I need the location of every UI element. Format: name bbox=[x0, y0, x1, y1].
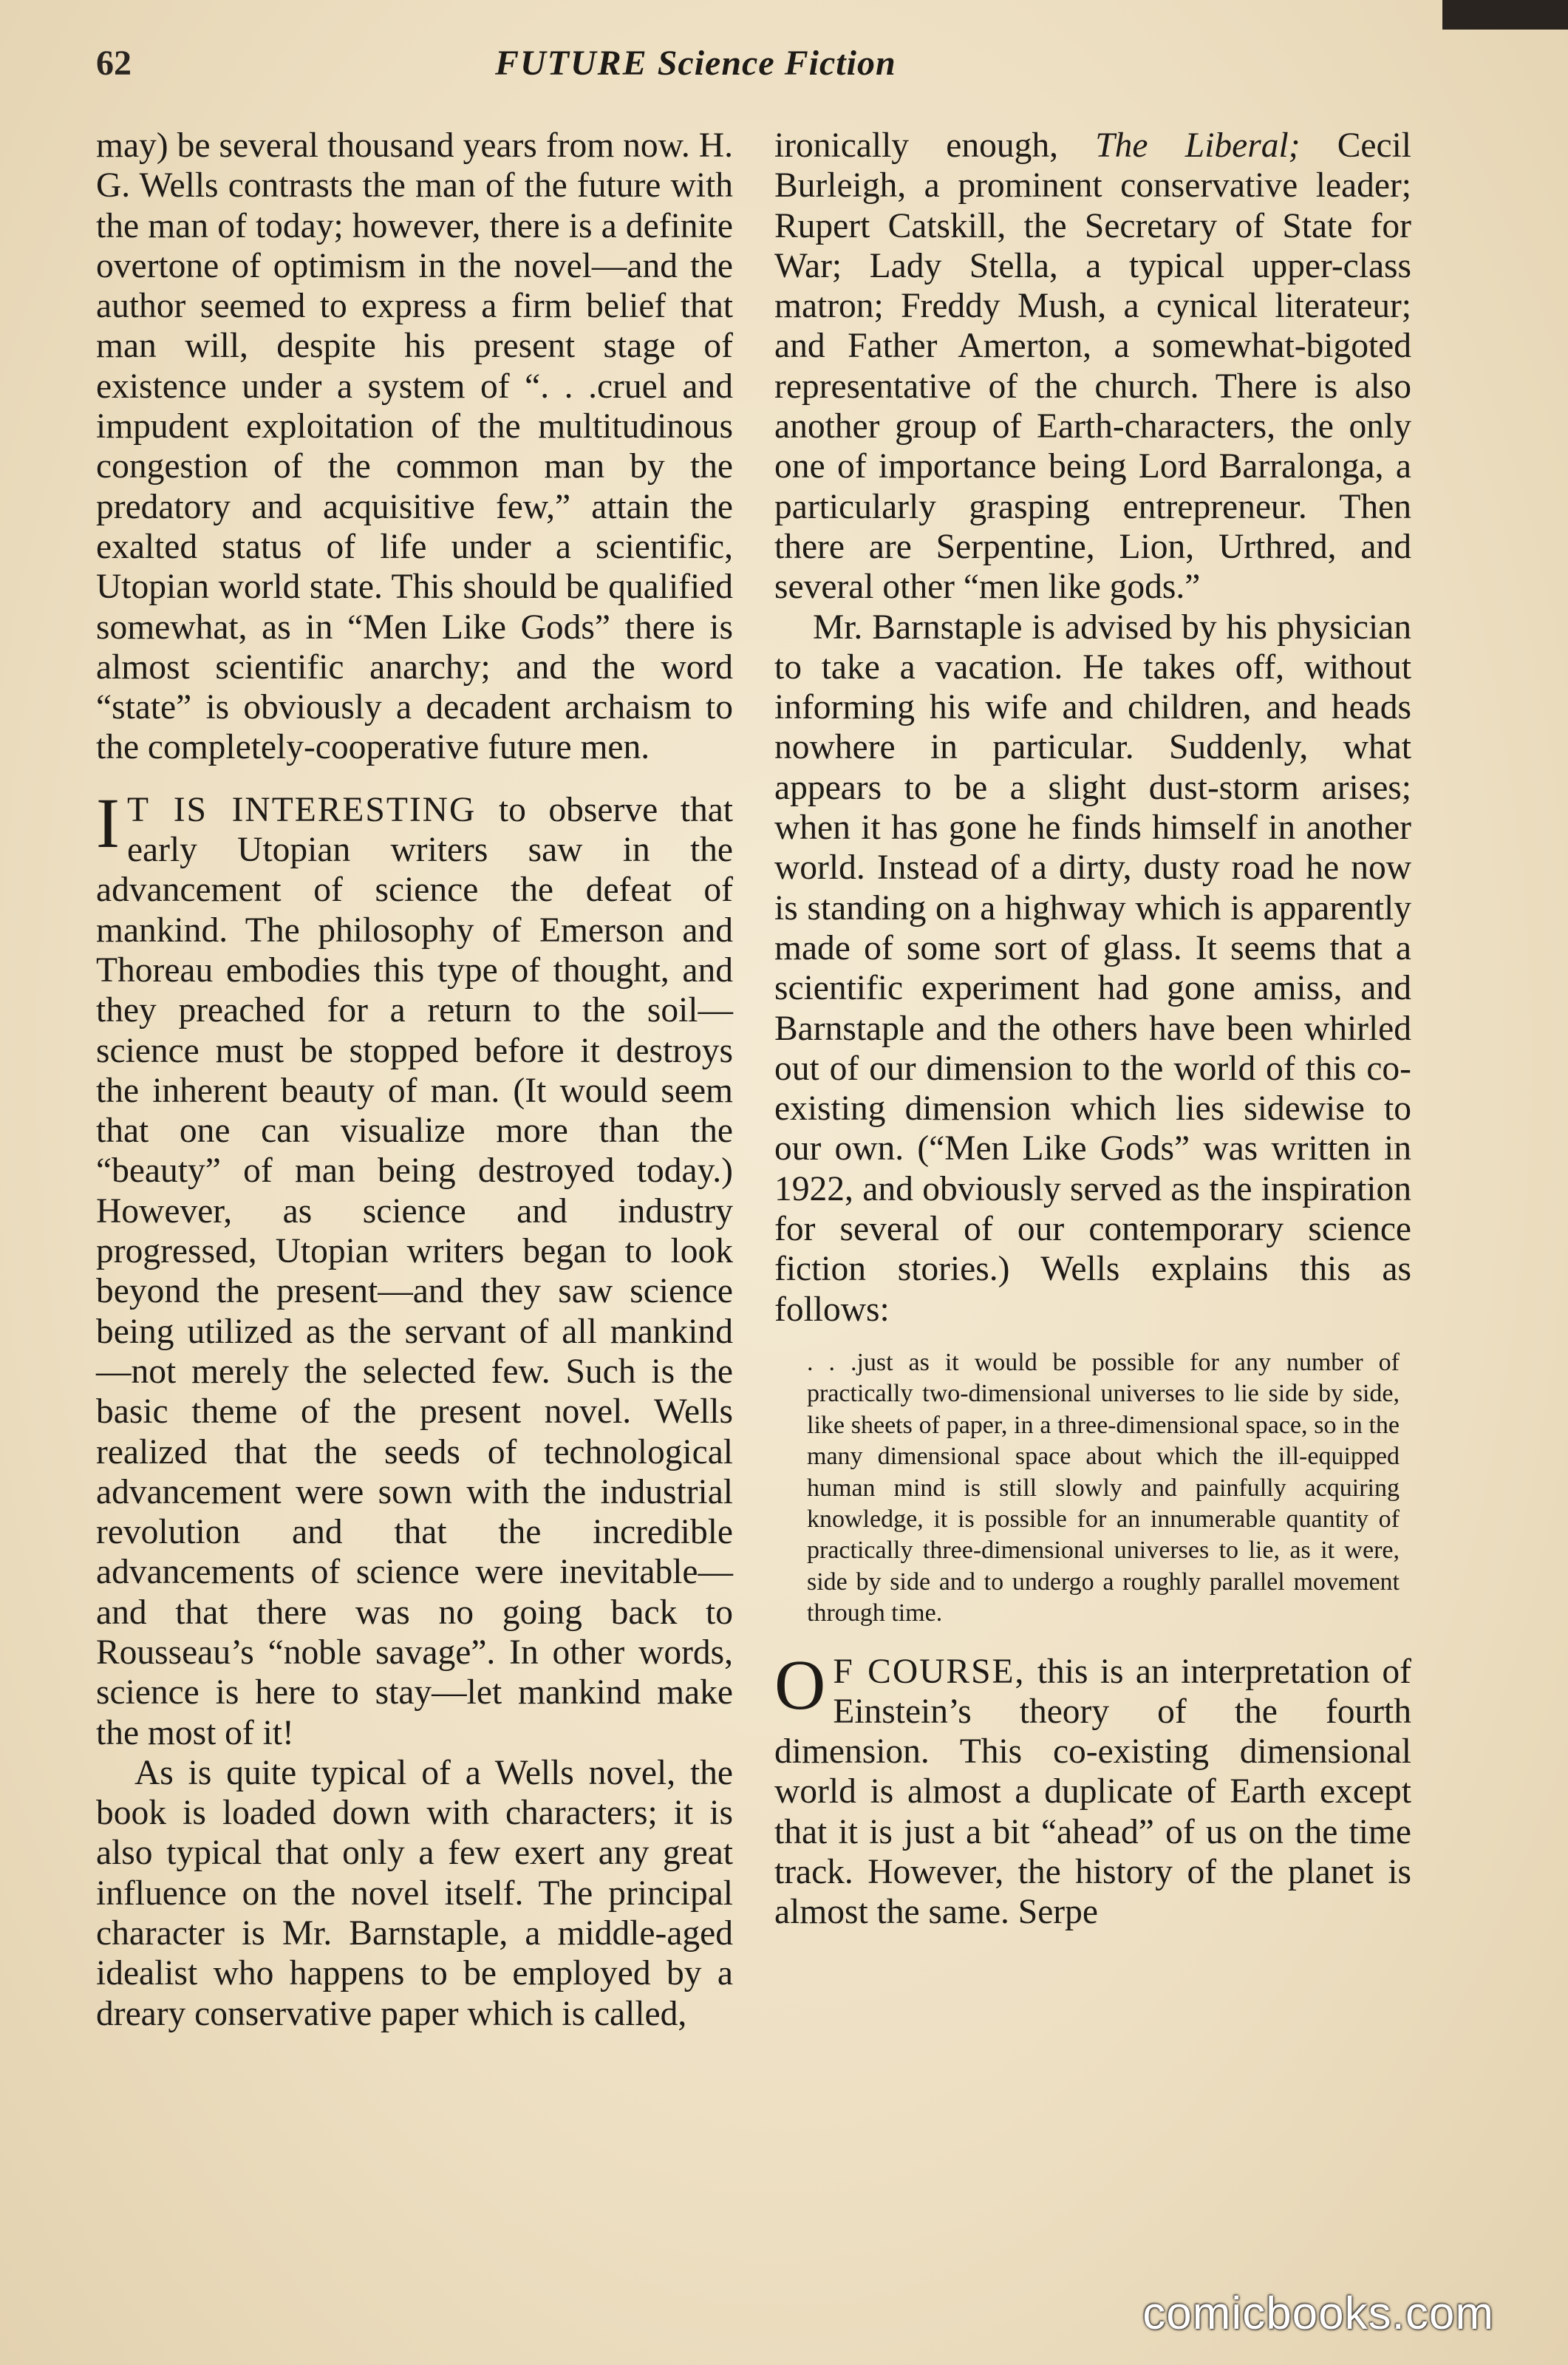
block-quote: . . .just as it would be possible for any number of practically two-dimensional universes to lie side by side, like sheets of paper, in a three-dimensional space, so in the many dimensional space about which the ill-equipped human mind is still slowly and painfully acquiring knowledge, it is possible for an innumerable quantity of practically three-dimensional universes to lie, as it were, side by side and to undergo a roughly parallel movement through time. bbox=[807, 1348, 1400, 1627]
paragraph: Mr. Barnstaple is advised by his physician to take a vacation. He takes off, without informing his wife and children, and heads nowhere in particular. Suddenly, what appears to be a slight dust-storm arises; when it has gone he finds himself in another world. Instead of a dirty, dusty road he now is standing on a highway which is apparently made of some sort of glass. It seems that a scientific experiment had gone amiss, and Barnstaple and the others have been whirled out of our dimension to the world of this co-existing dimension which lies sidewise to our own. (“Men Like Gods” was written in 1922, and obviously served as the inspiration for several of our contemporary science fiction stories.) Wells explains this as follows: bbox=[774, 608, 1411, 1329]
text-run: ironically enough, bbox=[774, 126, 1096, 165]
magazine-subtitle: Science Fiction bbox=[657, 44, 896, 83]
watermark-logo: comicbooks.com bbox=[1142, 2288, 1494, 2339]
page-header bbox=[96, 43, 1448, 87]
drop-cap: O bbox=[774, 1644, 826, 1724]
paragraph-body: this is an interpretation of Einstein’s theory of the fourth dimension. This co-existing dimensional world is almost a duplicate of Earth except that it is just a bit “ahead” of us on the time track. However, the history of the planet is almost the same. Serpe bbox=[774, 1652, 1411, 1932]
paragraph: As is quite typical of a Wells novel, the book is loaded down with characters; it is also typical that only a few exert any great influence on the novel itself. The principal character is Mr. Barnstaple, a middle-aged idealist who happens to be employed by a dreary conservative paper which is called, bbox=[96, 1753, 733, 2033]
page-number: 62 bbox=[96, 44, 132, 83]
left-column bbox=[96, 126, 733, 2034]
paragraph: may) be several thousand years from now. H. G. Wells contrasts the man of the future with the man of today; however, there is a definite overtone of optimism in the novel—and the author seemed to express a firm belief that man will, despite his present stage of existence under a system of “. . .cruel and impudent exploitation of the multitudinous congestion of the common man by the predatory and acquisitive few,” attain the exalted status of life under a scientific, Utopian world state. This should be qualified somewhat, as in “Men Like Gods” there is almost scientific anarchy; and the word “state” is obviously a decadent archaism to the completely-cooperative future men. bbox=[96, 126, 733, 767]
magazine-name: FUTURE bbox=[495, 44, 648, 83]
right-column bbox=[774, 126, 1411, 1933]
newspaper-title: The Liberal; bbox=[1095, 126, 1301, 165]
text-run: Cecil Burleigh, a prominent conservative leader; Rupert Catskill, the Secretary of State for War; Lady Stella, a typical upper-class matron; Freddy Mush, a cynical literateur; and Father Amerton, a somewhat-bigoted representative of the church. There is also another group of Earth-characters, the only one of importance being Lord Barralonga, a particularly grasping entrepreneur. Then there are Serpentine, Lion, Urthred, and several other “men like gods.” bbox=[774, 126, 1411, 607]
paragraph-section-start bbox=[774, 1644, 1411, 1933]
section-lead: T IS INTERESTING bbox=[126, 790, 477, 829]
drop-cap: I bbox=[96, 783, 120, 862]
torn-corner bbox=[1442, 0, 1568, 30]
section-lead: F COURSE, bbox=[833, 1652, 1026, 1691]
paragraph bbox=[774, 126, 1411, 608]
paragraph-section-start bbox=[96, 783, 733, 1753]
running-head bbox=[495, 43, 896, 84]
paragraph-body: to observe that early Utopian writers saw in the advancement of science the defeat of mankind. The philosophy of Emerson and Thoreau embodies this type of thought, and they preached for a return to the soil—science must be stopped before it destroys the inherent beauty of man. (It would seem that one can visualize more than the “beauty” of man being destroyed today.) However, as science and industry progressed, Utopian writers began to look beyond the present—and they saw science being utilized as the servant of all mankind—not merely the selected few. Such is the basic theme of the present novel. Wells realized that the seeds of technological advancement were sown with the industrial revolution and that the incredible advancements of science were inevitable—and that there was no going back to Rousseau’s “noble savage”. In other words, science is here to stay—let mankind make the most of it! bbox=[96, 790, 733, 1752]
